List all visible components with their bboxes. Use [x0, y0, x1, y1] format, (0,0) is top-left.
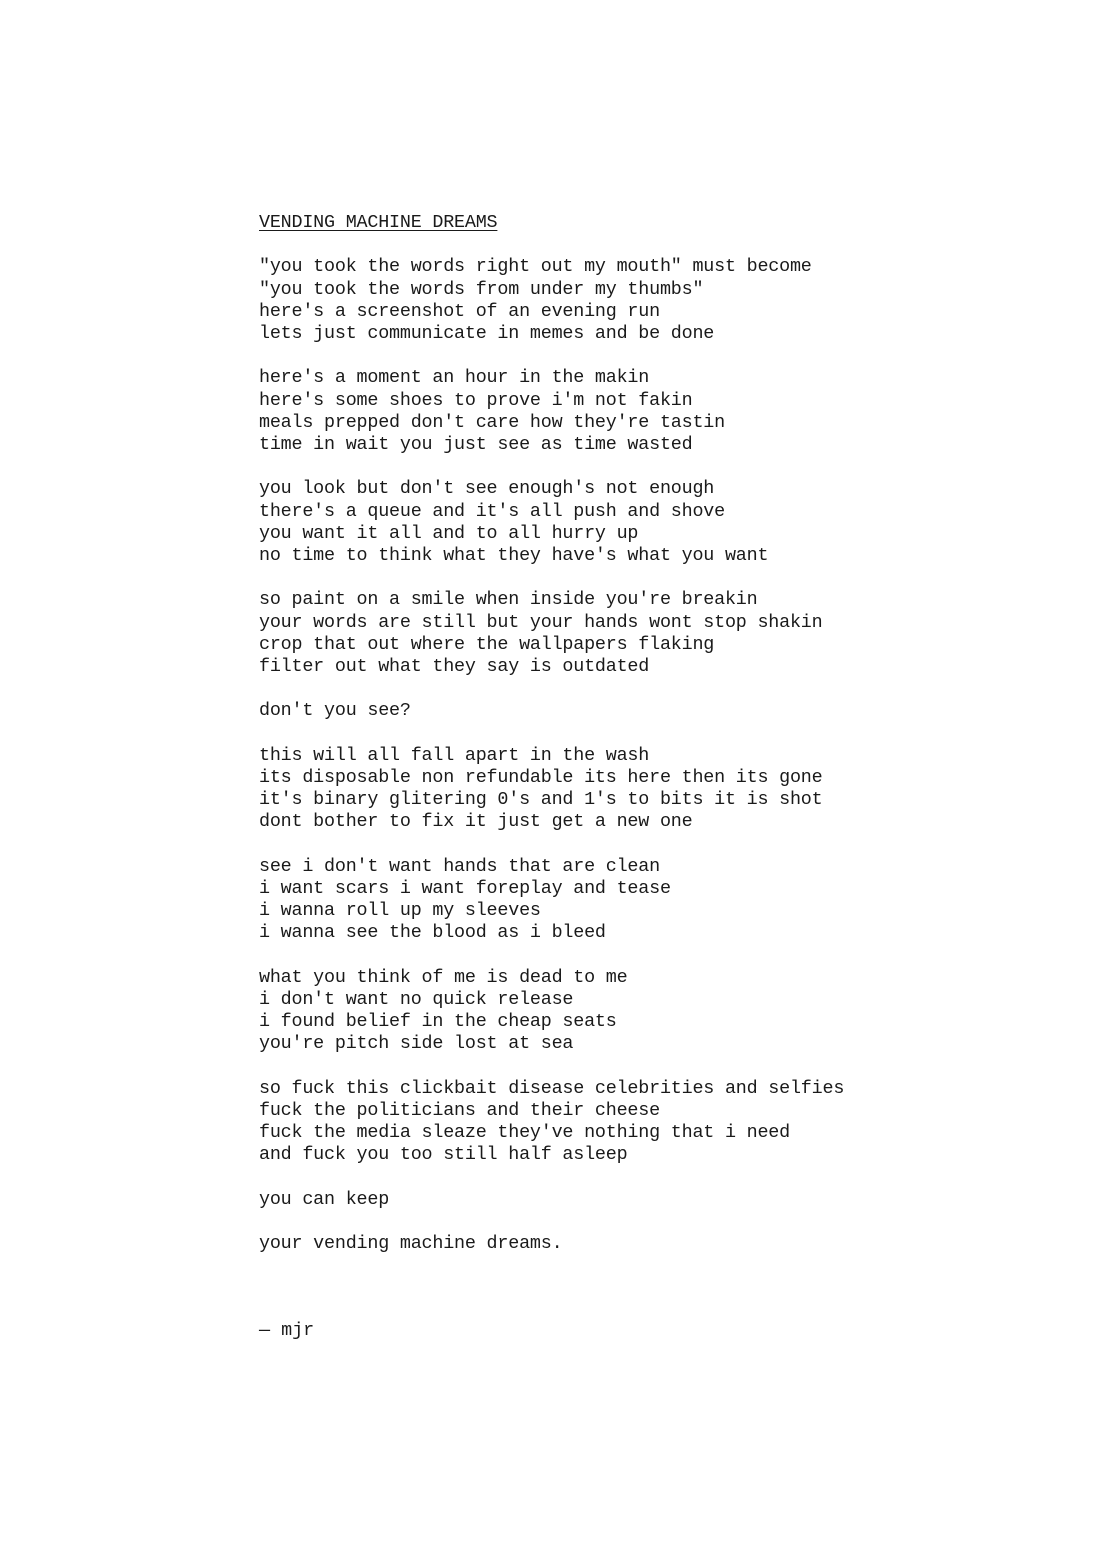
- signature: — mjr: [259, 1320, 315, 1341]
- poem-line: crop that out where the wallpapers flaking: [259, 633, 715, 655]
- poem-line: filter out what they say is outdated: [259, 656, 650, 677]
- poem-line: time in wait you just see as time wasted: [259, 434, 693, 455]
- poem-line: lets just communicate in memes and be done: [259, 323, 715, 344]
- stanza: [259, 745, 1059, 834]
- poem-line: here's a screenshot of an evening run: [259, 300, 660, 322]
- poem-line: you can keep: [259, 1188, 390, 1210]
- poem-line: see i don't want hands that are clean: [259, 855, 660, 877]
- stanza: [259, 478, 1059, 567]
- poem-line: it's binary glitering 0's and 1's to bits it is shot: [259, 789, 823, 811]
- poem-line: your vending machine dreams.: [259, 1233, 563, 1255]
- poem-line: you want it all and to all hurry up: [259, 522, 639, 544]
- poem-line: i wanna roll up my sleeves: [259, 900, 541, 922]
- poem-line: i found belief in the cheap seats: [259, 1011, 617, 1033]
- stanza: [259, 367, 1059, 456]
- poem-line: no time to think what they have's what you want: [259, 545, 769, 566]
- stanza: [259, 1078, 1059, 1167]
- poem-line: you're pitch side lost at sea: [259, 1033, 574, 1055]
- poem-title: VENDING MACHINE DREAMS: [259, 212, 498, 233]
- stanza: [259, 700, 1059, 722]
- stanza: [259, 1189, 1059, 1211]
- poem-line: so fuck this clickbait disease celebrities and selfies: [259, 1077, 845, 1099]
- poem-line: meals prepped don't care how they're tastin: [259, 411, 725, 433]
- poem-line: here's some shoes to prove i'm not fakin: [259, 389, 693, 411]
- poem-line: your words are still but your hands wont stop shakin: [259, 611, 823, 633]
- stanza: [259, 589, 1059, 678]
- poem-line: don't you see?: [259, 700, 411, 722]
- poem-line: i don't want no quick release: [259, 988, 574, 1010]
- poem-line: dont bother to fix it just get a new one: [259, 811, 693, 833]
- poem-line: what you think of me is dead to me: [259, 966, 628, 988]
- poem-line: "you took the words right out my mouth" must become: [259, 256, 812, 278]
- poem-line: and fuck you too still half asleep: [259, 1144, 628, 1166]
- poem-stanzas: [259, 256, 1059, 1255]
- poem-line: i wanna see the blood as i bleed: [259, 922, 606, 944]
- poem-line: this will all fall apart in the wash: [259, 744, 650, 766]
- stanza: [259, 856, 1059, 945]
- poem-line: here's a moment an hour in the makin: [259, 367, 650, 389]
- poem-body: [259, 212, 1059, 1255]
- stanza: [259, 256, 1059, 345]
- stanza: [259, 967, 1059, 1056]
- poem-line: so paint on a smile when inside you're breakin: [259, 589, 758, 611]
- poem-line: its disposable non refundable its here then its gone: [259, 766, 823, 788]
- poem-line: "you took the words from under my thumbs": [259, 278, 704, 300]
- poem-line: i want scars i want foreplay and tease: [259, 877, 671, 899]
- poem-line: fuck the media sleaze they've nothing that i need: [259, 1122, 790, 1144]
- poem-line: fuck the politicians and their cheese: [259, 1099, 660, 1121]
- poem-line: you look but don't see enough's not enough: [259, 478, 715, 500]
- stanza: [259, 1233, 1059, 1255]
- poem-line: there's a queue and it's all push and shove: [259, 500, 725, 522]
